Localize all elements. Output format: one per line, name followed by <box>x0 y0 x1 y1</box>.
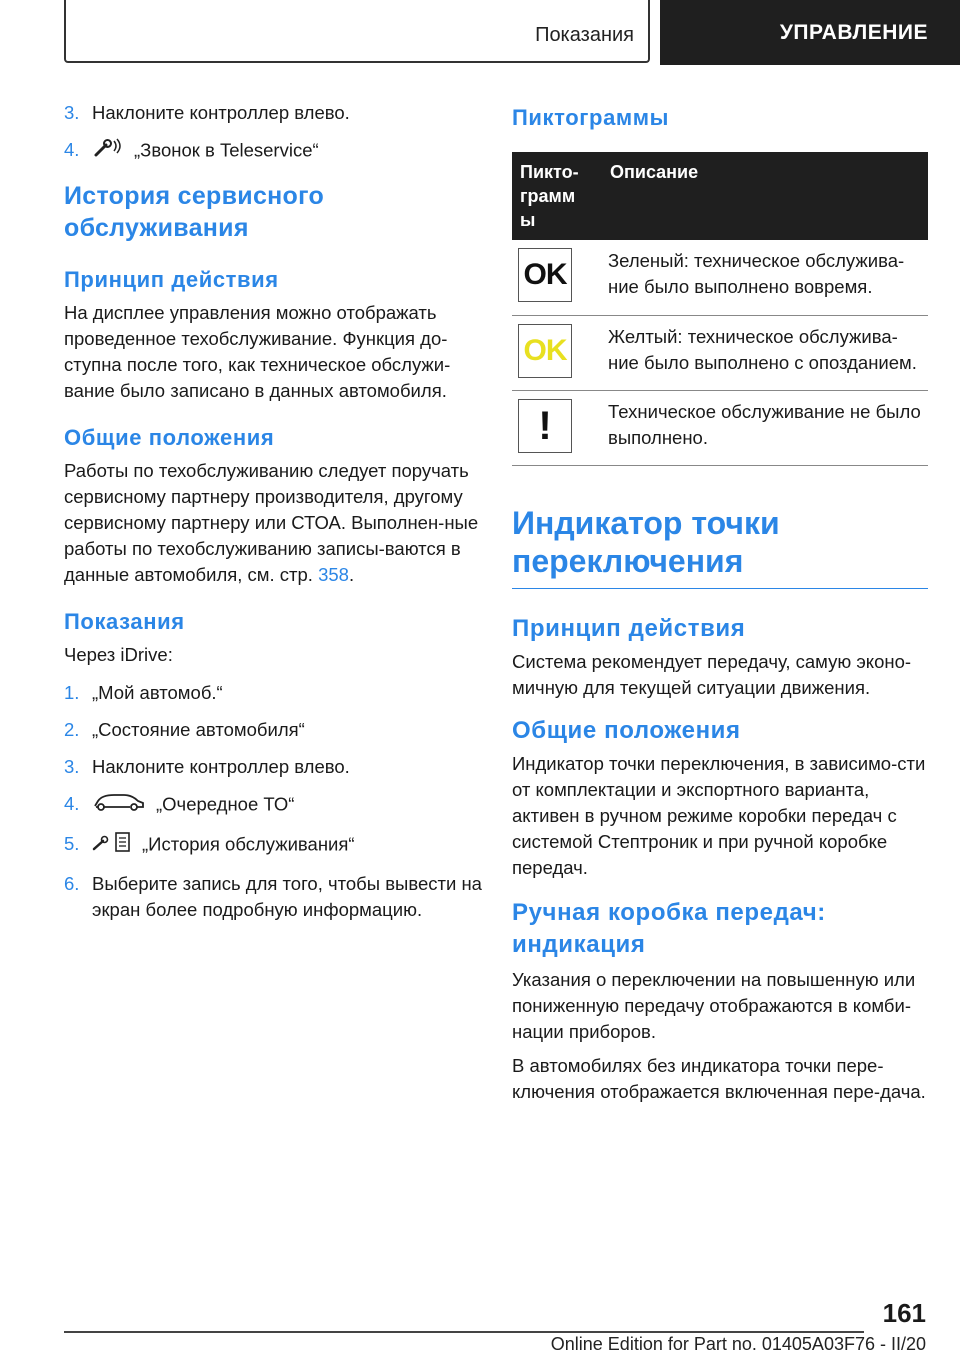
principle-text-right: Система рекомендует передачу, самую эконо-мичную для текущей ситуации движения. <box>512 650 912 698</box>
header-chapter: УПРАВЛЕНИЕ <box>660 0 960 65</box>
top-steps <box>64 100 482 166</box>
step-number: 6. <box>64 873 80 894</box>
list-item <box>64 871 482 923</box>
step-number: 4. <box>64 793 80 814</box>
pictogram-table <box>512 152 928 466</box>
list-item <box>64 717 482 743</box>
display-title: Показания <box>64 609 185 634</box>
exclamation-icon: ! <box>518 399 572 453</box>
principle-text: На дисплее управления можно отображать проведенное техобслуживание. Функция до-ступна после того, как техническое обслужи-вание было записано в данных автомобиля. <box>64 302 451 401</box>
step-text: „Очередное ТО“ <box>156 793 295 815</box>
general-paragraph <box>64 458 482 588</box>
display-steps <box>64 680 482 923</box>
list-item <box>64 137 482 166</box>
footer-divider <box>64 1331 864 1333</box>
step-text: „Звонок в Teleservice“ <box>134 139 319 161</box>
row-description: Зеленый: техническое обслужива-ние было выполнено вовремя. <box>602 240 928 315</box>
general-title-right: Общие положения <box>512 716 741 744</box>
page-number: 161 <box>882 1298 926 1328</box>
table-header-description: Описание <box>602 152 928 240</box>
wrench-phone-icon <box>92 137 126 166</box>
general-text-right: Индикатор точки переключения, в зависимо-сти от комплектации и экспортного варианта, активен в ручном режиме коробки передач с системой Стептроник и при ручной коробке передач. <box>512 752 926 878</box>
step-text: „Мой автомоб.“ <box>92 682 223 703</box>
manual-title: Ручная коробка передач: индикация <box>512 898 826 958</box>
row-description: Желтый: техническое обслужива-ние было выполнено с опозданием. <box>602 315 928 390</box>
car-icon <box>92 791 146 820</box>
picto-title: Пиктограммы <box>512 105 670 130</box>
list-item <box>64 680 482 706</box>
table-header-pictogram: Пикто-грамм ы <box>512 152 602 240</box>
header-section: Показания <box>535 24 634 46</box>
step-number: 1. <box>64 682 80 703</box>
right-column <box>512 100 928 1105</box>
ok-yellow-icon: OK <box>518 324 572 378</box>
left-column <box>64 100 482 934</box>
step-number: 2. <box>64 719 80 740</box>
ok-green-icon: OK <box>518 248 572 302</box>
display-intro: Через iDrive: <box>64 644 173 665</box>
step-number: 3. <box>64 102 80 123</box>
principle-title: Принцип действия <box>64 267 279 292</box>
general-title: Общие положения <box>64 425 275 450</box>
list-item <box>64 100 482 126</box>
service-history-icon <box>92 831 132 860</box>
list-item <box>64 831 482 860</box>
manual-text-2: В автомобилях без индикатора точки пере-ключения отображается включенная пере-дача. <box>512 1054 926 1102</box>
table-row <box>512 390 928 465</box>
general-text: Работы по техобслуживанию следует поручать сервисному партнеру производителя, другому сервисному партнеру или СТОА. Выполнен-ные работы по техобслуживанию записы-ваются в данные автомобиля, см. стр. <box>64 460 479 585</box>
list-item <box>64 754 482 780</box>
step-text: „Состояние автомобиля“ <box>92 719 305 740</box>
table-row <box>512 315 928 390</box>
step-text: Наклоните контроллер влево. <box>92 756 350 777</box>
step-number: 5. <box>64 833 80 854</box>
table-row <box>512 240 928 315</box>
manual-text-1: Указания о переключении на повышенную или пониженную передачу отображаются в комби-нации приборов. <box>512 968 916 1042</box>
step-text: Наклоните контроллер влево. <box>92 102 350 123</box>
footer-edition: Online Edition for Part no. 01405A03F76 - II/20 <box>550 1334 926 1354</box>
step-number: 3. <box>64 756 80 777</box>
row-description: Техническое обслуживание не было выполнено. <box>602 390 928 465</box>
period: . <box>348 564 355 585</box>
step-text: Выберите запись для того, чтобы вывести на экран более подробную информацию. <box>92 873 482 920</box>
principle-title-right: Принцип действия <box>512 614 746 642</box>
table-header-row <box>512 152 928 240</box>
page-link[interactable]: 358 <box>318 564 349 585</box>
list-item <box>64 791 482 820</box>
step-text: „История обслуживания“ <box>142 833 355 855</box>
indicator-title: Индикатор точки переключения <box>512 504 928 589</box>
step-number: 4. <box>64 139 80 160</box>
history-title: История сервисного обслуживания <box>64 182 325 242</box>
